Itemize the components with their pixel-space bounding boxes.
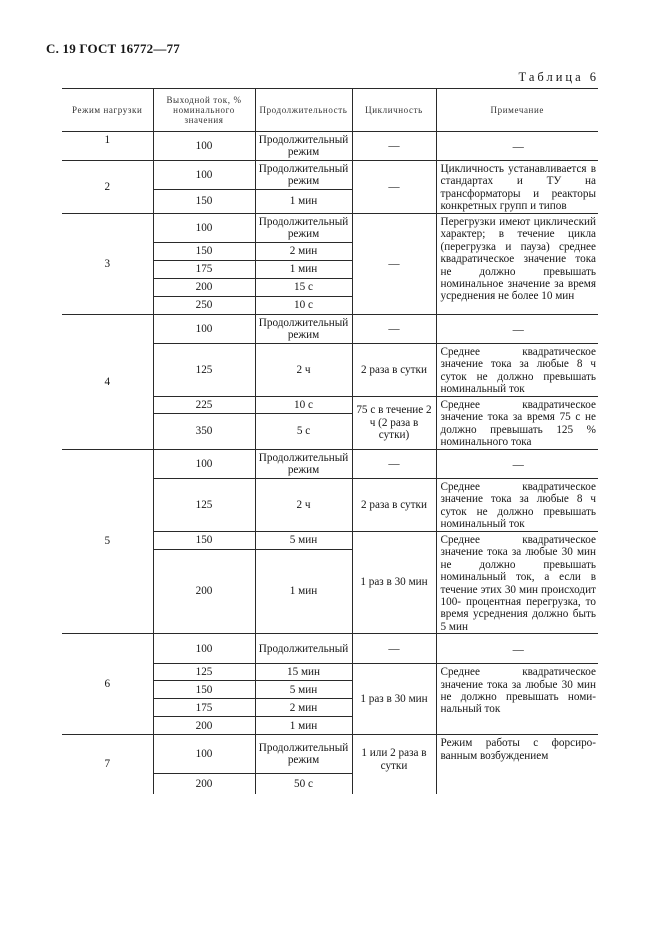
current-cell: 150 xyxy=(153,190,255,214)
table-title: Таблица 6 xyxy=(518,70,599,84)
duration-cell: Продолжительный режим xyxy=(255,214,352,243)
current-cell: 150 xyxy=(153,681,255,699)
mode-cell: 3 xyxy=(62,214,153,315)
current-cell: 125 xyxy=(153,664,255,681)
note-cell: Среднее квадратическое значение тока за любые 30 мин не должно превышать номинальный ток, а если в течение этих 30 мин происходит 100- процентная перегрузка, то время усреднения должно быть 5 мин xyxy=(436,532,598,634)
duration-cell: Продолжительный режим xyxy=(255,161,352,190)
note-cell: Среднее квадратическое значение тока за любые 8 ч суток не должно превышать номинальный ток xyxy=(436,344,598,397)
note-cell: — xyxy=(436,132,598,161)
duration-cell: 15 с xyxy=(255,279,352,297)
current-cell: 100 xyxy=(153,735,255,774)
column-header-duration: Продолжительность xyxy=(255,89,352,132)
duration-cell: 2 мин xyxy=(255,243,352,261)
mode-cell: 1 xyxy=(62,132,153,161)
duration-cell: Продолжительный режим xyxy=(255,132,352,161)
table-row xyxy=(62,450,598,479)
cycle-cell: 2 раза в сутки xyxy=(352,344,436,397)
duration-cell: 10 с xyxy=(255,397,352,414)
current-cell: 200 xyxy=(153,279,255,297)
table-row xyxy=(62,161,598,190)
current-cell: 200 xyxy=(153,774,255,794)
current-cell: 100 xyxy=(153,634,255,664)
duration-cell: Продолжительный xyxy=(255,634,352,664)
table-row xyxy=(62,315,598,344)
duration-cell: 1 мин xyxy=(255,549,352,634)
cycle-cell: — xyxy=(352,315,436,344)
overload-modes-table xyxy=(62,88,598,794)
cycle-cell: 75 с в течение 2 ч (2 раза в сутки) xyxy=(352,397,436,450)
current-cell: 225 xyxy=(153,397,255,414)
current-cell: 175 xyxy=(153,699,255,717)
current-cell: 200 xyxy=(153,549,255,634)
note-cell: Среднее квадратическое значение тока за любые 8 ч суток не должно превышать номинальный ток xyxy=(436,479,598,532)
cycle-cell: 1 раз в 30 мин xyxy=(352,532,436,634)
current-cell: 350 xyxy=(153,414,255,450)
duration-cell: 5 мин xyxy=(255,532,352,550)
mode-cell: 6 xyxy=(62,634,153,735)
current-cell: 175 xyxy=(153,261,255,279)
table-header-row xyxy=(62,89,598,132)
duration-cell: 1 мин xyxy=(255,261,352,279)
duration-cell: 2 ч xyxy=(255,344,352,397)
note-cell: — xyxy=(436,634,598,664)
note-cell: Цикличность устанавливается в стандартах и ТУ на трансформаторы и реакторы конкретных групп и типов xyxy=(436,161,598,214)
cycle-cell: 1 или 2 раза в сутки xyxy=(352,735,436,794)
cycle-cell: — xyxy=(352,634,436,664)
duration-cell: Продолжительный режим xyxy=(255,735,352,774)
duration-cell: 10 с xyxy=(255,297,352,315)
note-cell: — xyxy=(436,450,598,479)
current-cell: 150 xyxy=(153,532,255,550)
duration-cell: 5 мин xyxy=(255,681,352,699)
duration-cell: 2 ч xyxy=(255,479,352,532)
table-row xyxy=(62,634,598,664)
cycle-cell: 2 раза в сутки xyxy=(352,479,436,532)
current-cell: 100 xyxy=(153,450,255,479)
current-cell: 150 xyxy=(153,243,255,261)
column-header-note: Примечание xyxy=(436,89,598,132)
table-row xyxy=(62,735,598,774)
note-cell: — xyxy=(436,315,598,344)
cycle-cell: 1 раз в 30 мин xyxy=(352,664,436,735)
duration-cell: 2 мин xyxy=(255,699,352,717)
table-row xyxy=(62,132,598,161)
mode-cell: 4 xyxy=(62,315,153,450)
current-cell: 100 xyxy=(153,214,255,243)
duration-cell: 1 мин xyxy=(255,717,352,735)
current-cell: 100 xyxy=(153,161,255,190)
mode-cell: 2 xyxy=(62,161,153,214)
note-cell: Среднее квадратическое значение тока за время 75 с не должно превышать 125 % номинального тока xyxy=(436,397,598,450)
current-cell: 200 xyxy=(153,717,255,735)
mode-cell: 7 xyxy=(62,735,153,794)
cycle-cell: — xyxy=(352,132,436,161)
current-cell: 100 xyxy=(153,315,255,344)
mode-cell: 5 xyxy=(62,450,153,634)
page-header: С. 19 ГОСТ 16772—77 xyxy=(46,41,180,56)
duration-cell: 15 мин xyxy=(255,664,352,681)
cycle-cell: — xyxy=(352,214,436,315)
cycle-cell: — xyxy=(352,161,436,214)
current-cell: 100 xyxy=(153,132,255,161)
duration-cell: 1 мин xyxy=(255,190,352,214)
column-header-current: Выходной ток, % номинального значения xyxy=(153,89,255,132)
current-cell: 250 xyxy=(153,297,255,315)
table-row xyxy=(62,214,598,243)
note-cell: Перегрузки имеют циклический характер; в течение цикла (перегрузка и пауза) среднее квадратическое значение тока не должно превышать номинальное значение за время усреднения не более 10 мин xyxy=(436,214,598,315)
duration-cell: 5 с xyxy=(255,414,352,450)
duration-cell: 50 с xyxy=(255,774,352,794)
current-cell: 125 xyxy=(153,479,255,532)
column-header-cycles: Цикличность xyxy=(352,89,436,132)
note-cell: Среднее квадратическое значение тока за любые 30 мин не должно превышать номинальный ток xyxy=(436,664,598,735)
duration-cell: Продолжительный режим xyxy=(255,450,352,479)
column-header-mode: Режим нагрузки xyxy=(62,89,153,132)
cycle-cell: — xyxy=(352,450,436,479)
current-cell: 125 xyxy=(153,344,255,397)
note-cell: Режим работы с форсированным возбуждением xyxy=(436,735,598,794)
duration-cell: Продолжительный режим xyxy=(255,315,352,344)
